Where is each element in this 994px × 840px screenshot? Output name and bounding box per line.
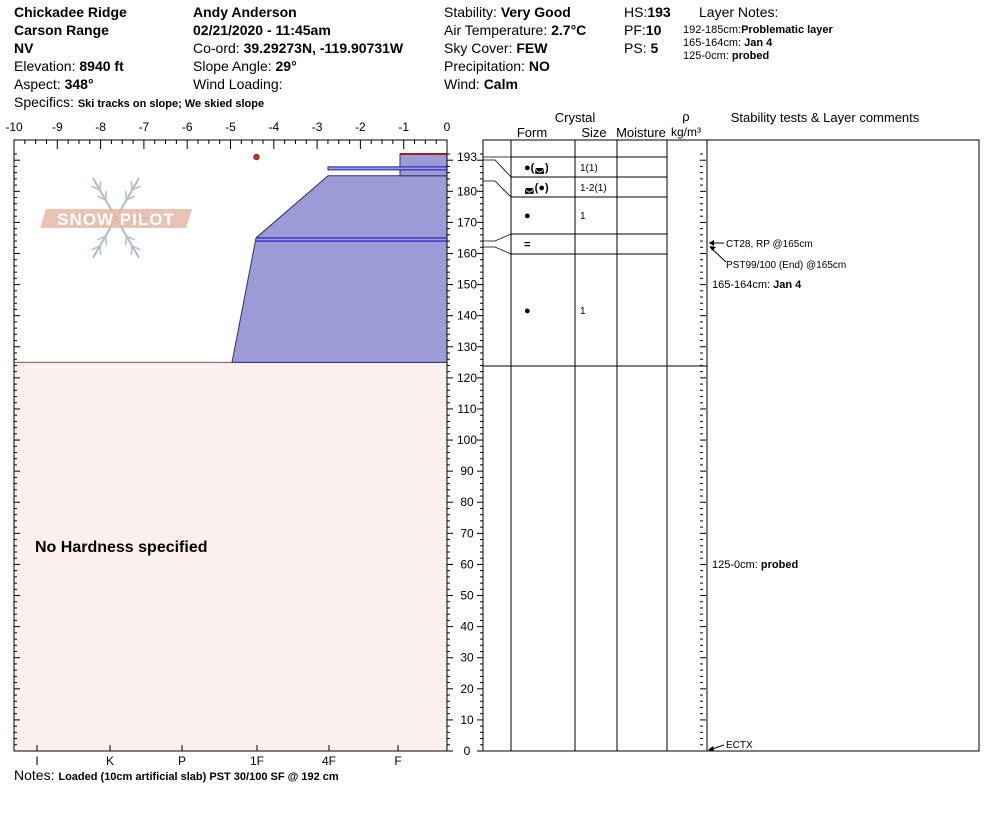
table-border: [483, 140, 979, 751]
wind-value: Calm: [483, 76, 518, 92]
hs-value: 193: [647, 4, 671, 20]
elevation-value: 8940 ft: [79, 58, 124, 74]
stability-value: Very Good: [500, 4, 571, 20]
depth-tick-label: 150: [456, 277, 478, 292]
temp-tick-label: -1: [398, 120, 410, 134]
slope-label: Slope Angle:: [193, 58, 276, 74]
layer-comment-text: Jan 4: [773, 279, 802, 291]
comments-header: Stability tests & Layer comments: [730, 110, 920, 125]
precip-value: NO: [528, 58, 550, 74]
depth-tick-label: 70: [460, 526, 474, 541]
depth-tick-label: 30: [460, 650, 474, 665]
depth-tick-label: 130: [456, 339, 478, 354]
hardness-label: 1F: [249, 754, 265, 768]
moisture-header: Moisture: [616, 125, 666, 140]
temperature-point: [253, 154, 259, 160]
depth-tick-label: 120: [456, 370, 478, 385]
layer-comment: [712, 559, 798, 571]
layer-note-text: probed: [731, 50, 770, 62]
snowflake-branch: [131, 181, 132, 190]
layer-size: 1: [580, 211, 586, 222]
wind-loading: Wind Loading:: [193, 76, 283, 92]
depth-tick-label: 110: [457, 401, 477, 416]
air-temp-value: 2.7°C: [551, 22, 587, 38]
temp-tick-label: -5: [225, 120, 236, 134]
sky-value: FEW: [516, 40, 548, 56]
temp-tick-label: -4: [268, 120, 280, 134]
stability-tests: [708, 239, 846, 751]
temp-tick-label: -6: [181, 120, 193, 134]
specifics-value: Ski tracks on slope; We skied slope: [77, 98, 265, 110]
stability-test-pst: PST99/100 (End) @165cm: [726, 260, 847, 271]
layer-form: =: [524, 239, 531, 251]
elevation-label: Elevation:: [14, 58, 80, 74]
row-connector: [483, 181, 511, 197]
state-name: NV: [14, 40, 34, 56]
temp-tick-label: -2: [355, 120, 366, 134]
aspect-value: 348°: [64, 76, 94, 92]
layer-note-range: 125-0cm:: [683, 50, 732, 62]
crystal-header: Crystal: [554, 110, 596, 125]
row-connector: [483, 234, 511, 241]
sky-label: Sky Cover:: [444, 40, 517, 56]
wind-label: Wind:: [444, 76, 484, 92]
depth-tick-label: 170: [456, 215, 478, 230]
coord-value: 39.29273N, -119.90731W: [243, 40, 404, 56]
layer-notes-title: Layer Notes:: [699, 4, 779, 20]
depth-tick-label: 140: [456, 308, 478, 323]
snowflake-branch: [126, 236, 127, 245]
aspect-label: Aspect:: [14, 76, 65, 92]
notes-label: Notes:: [14, 767, 59, 783]
depth-tick-label: 100: [456, 433, 478, 448]
temperature-axis: [5, 120, 450, 149]
no-hardness-text: No Hardness specified: [35, 538, 208, 556]
depth-tick-label: 0: [463, 744, 471, 758]
hardness-label: I: [35, 754, 39, 768]
layer-form: ◛(●): [524, 182, 549, 194]
coord-label: Co-ord:: [193, 40, 244, 56]
rho-header: ρ: [682, 109, 690, 124]
layer-comment: [712, 279, 802, 291]
thin-top-layer: [328, 167, 447, 170]
hardness-layer-top: [400, 154, 447, 176]
size-header: Size: [581, 125, 607, 140]
range-name: Carson Range: [14, 22, 109, 38]
snowflake-branch: [100, 246, 101, 255]
depth-tick-label: 193: [456, 150, 478, 164]
layer-size: 1-2(1): [580, 183, 607, 194]
hs-label: HS:: [624, 4, 648, 20]
layer-note-text: Jan 4: [744, 37, 773, 49]
snowflake-branch: [126, 191, 127, 200]
density-unit-header: kg/m³: [671, 125, 701, 139]
pf-label: PF:: [624, 22, 646, 38]
depth-tick-label: 80: [460, 495, 474, 510]
hardness-profile: [232, 154, 447, 362]
temp-tick-label: -8: [95, 120, 106, 134]
hardness-polygon: [232, 176, 447, 363]
stability-test-ct: CT28, RP @165cm: [726, 239, 813, 250]
specifics-label: Specifics:: [14, 94, 78, 110]
layer-size: 1(1): [580, 163, 598, 174]
hardness-label: K: [105, 754, 115, 768]
hardness-label: F: [394, 754, 402, 768]
layer-note-text: Problematic layer: [741, 24, 833, 36]
snowflake-branch: [106, 236, 107, 245]
layer-size: 1: [580, 306, 586, 317]
layer-note-range: 165-164cm:: [683, 37, 745, 49]
layer-form: ●(◛): [524, 162, 549, 174]
layer-form: ●: [524, 210, 531, 222]
row-connector: [483, 247, 511, 254]
ps-label: PS:: [624, 40, 651, 56]
slope-value: 29°: [275, 58, 297, 74]
snowflake-branch: [131, 246, 132, 255]
stability-test-ectx: ECTX: [726, 740, 753, 751]
temp-tick-label: 0: [443, 120, 451, 134]
depth-tick-label: 60: [460, 557, 474, 572]
air-temp-label: Air Temperature:: [444, 22, 552, 38]
depth-tick-label: 180: [456, 184, 478, 199]
depth-tick-label: 20: [460, 681, 474, 696]
layer-form: ●: [524, 305, 531, 317]
hardness-label: P: [177, 754, 187, 768]
temp-tick-label: -9: [51, 120, 63, 134]
layer-rows: [483, 157, 707, 366]
layer-comment-range: 165-164cm:: [712, 279, 774, 291]
no-hardness-zone: [14, 362, 447, 751]
notes: [14, 767, 339, 783]
layer-comment-range: 125-0cm:: [712, 559, 761, 571]
column-headers: [517, 109, 920, 140]
depth-tick-label: 10: [460, 712, 474, 727]
precip-label: Precipitation:: [444, 58, 529, 74]
form-header: Form: [516, 125, 548, 140]
layer-table: [483, 140, 979, 751]
stability-arrowhead: [708, 746, 714, 751]
ps-value: 5: [650, 40, 659, 56]
hardness-label: 4F: [321, 754, 337, 768]
temperature-points: [253, 154, 259, 160]
depth-tick-label: 40: [460, 619, 474, 634]
stability-label: Stability:: [444, 4, 501, 20]
depth-tick-label: 50: [460, 588, 474, 603]
temp-tick-label: -7: [138, 120, 150, 134]
layer-comment-text: probed: [760, 559, 799, 571]
depth-tick-label: 90: [460, 464, 474, 479]
depth-tick-label: 160: [456, 246, 478, 261]
temp-tick-label: -3: [311, 120, 323, 134]
logo-text: SNOW PILOT: [57, 210, 175, 229]
notes-value: Loaded (10cm artificial slab) PST 30/100 SF @ 192 cm: [58, 771, 339, 783]
location-name: Chickadee Ridge: [14, 4, 127, 20]
snowflake-branch: [100, 181, 101, 190]
observation-datetime: 02/21/2020 - 11:45am: [193, 22, 331, 38]
layer-note-range: 192-185cm:: [683, 24, 742, 36]
snowpilot-logo: [40, 178, 192, 258]
pf-value: 10: [645, 22, 662, 38]
stability-arrowhead: [709, 240, 714, 246]
observer-name: Andy Anderson: [193, 4, 297, 20]
row-connector: [483, 160, 511, 177]
temp-tick-label: -10: [5, 120, 23, 134]
snowflake-branch: [106, 191, 107, 200]
